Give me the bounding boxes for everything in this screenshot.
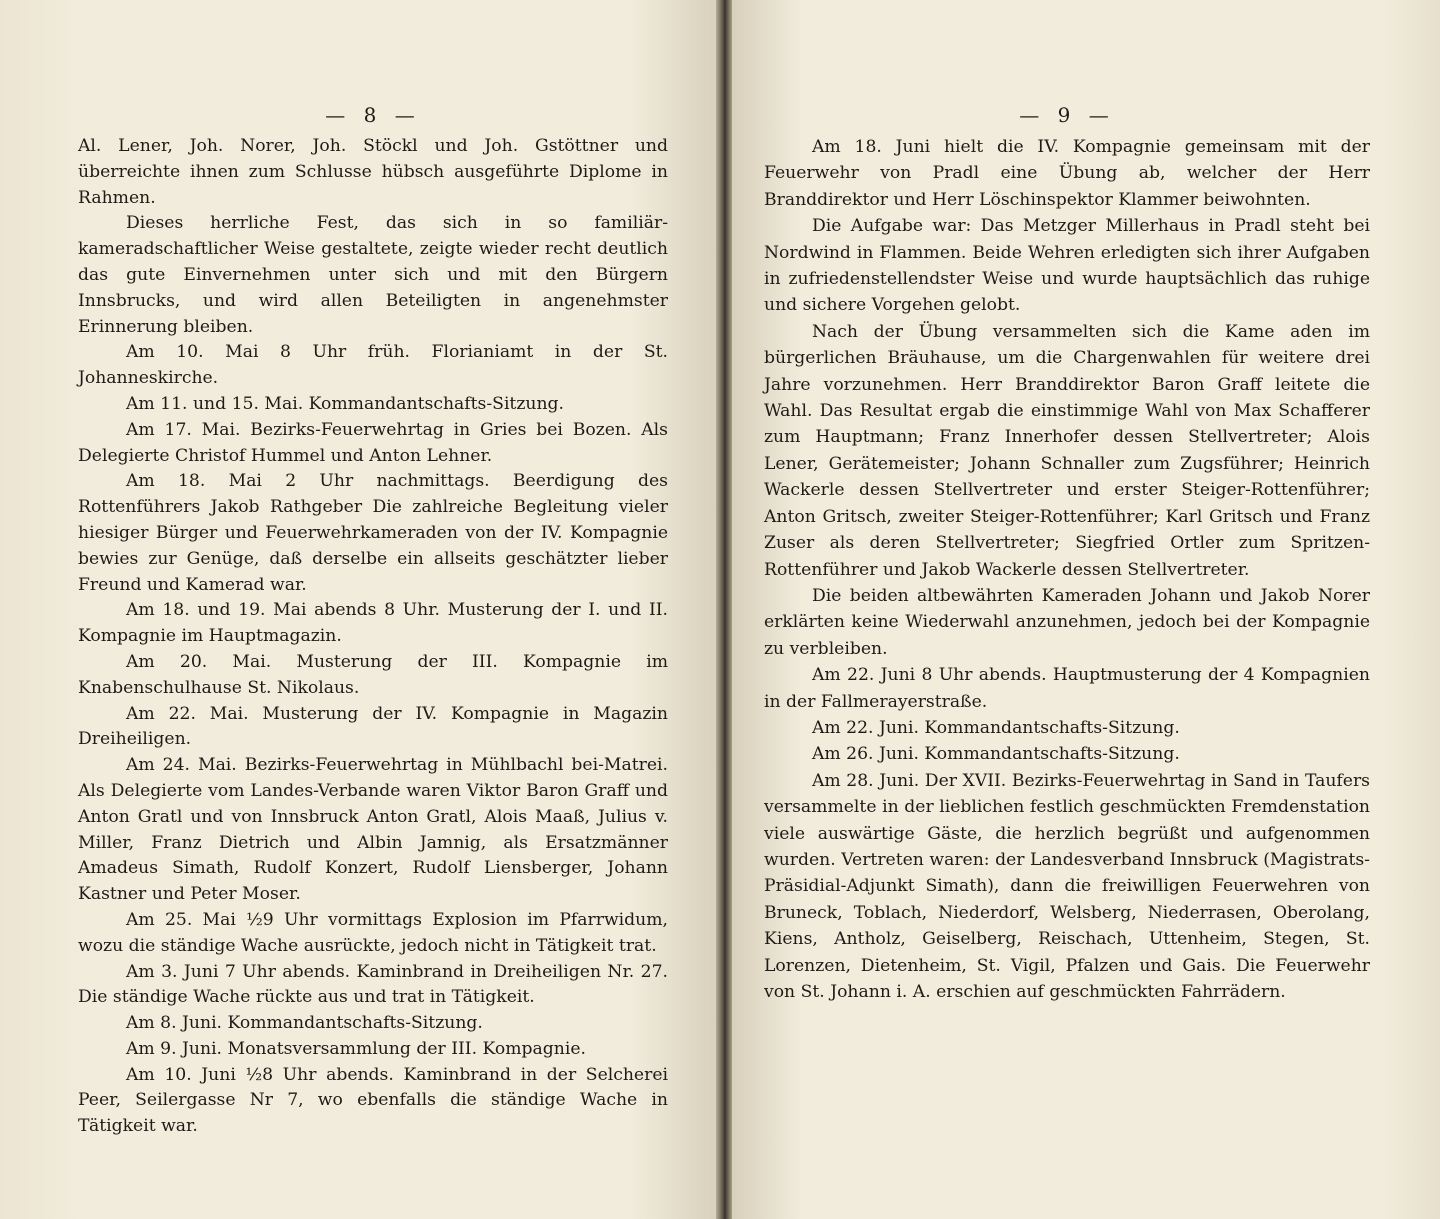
page-number: — 8 —: [325, 103, 421, 127]
page-number: — 9 —: [1019, 103, 1115, 127]
paragraph: Am 20. Mai. Musterung der III. Kompagnie im Knabenschulhause St. Nikolaus.: [78, 651, 668, 698]
paragraph: Am 18. und 19. Mai abends 8 Uhr. Musterung der I. und II. Kompagnie im Hauptmagazin.: [78, 600, 668, 647]
book-gutter: [716, 0, 732, 1219]
paragraph: Am 10. Mai 8 Uhr früh. Florianiamt in der St. Johanneskirche.: [78, 342, 668, 389]
right-page: [732, 0, 1440, 1219]
paragraph: Am 25. Mai ½9 Uhr vormittags Explosion im Pfarrwidum, wozu die ständige Wache ausrückte, jedoch nicht in Tätigkeit trat.: [78, 909, 668, 956]
paragraph: Am 28. Juni. Der XVII. Bezirks-Feuerwehrtag in Sand in Taufers versammelte in der lieblichen festlich geschmückten Fremdenstation viele auswärtige Gäste, die herzlich begrüßt und aufgenommen wurden. Vertreten waren: der Landesverband Innsbruck (Magistrats-Präsidial-Adjunkt Simath), dann die freiwilligen Feuerwehren von Bruneck, Toblach, Niederdorf, Welsberg, Niederrasen, Oberolang, Kiens, Antholz, Geiselberg, Reischach, Uttenheim, Stegen, St. Lorenzen, Dietenheim, St. Vigil, Pfalzen und Gais. Die Feuerwehr von St. Johann i. A. erschien auf geschmückten Fahrrädern.: [764, 770, 1370, 1002]
paragraph: Am 8. Juni. Kommandantschafts-Sitzung.: [126, 1013, 483, 1034]
paragraph: Dieses herrliche Fest, das sich in so familiär-kameradschaftlicher Weise gestaltete, zeigte wieder recht deutlich das gute Einvernehmen unter sich und mit den Bürgern Innsbrucks, und wird allen Beteiligten in angenehmster Erinnerung bleiben.: [78, 213, 668, 337]
paragraph: Am 17. Mai. Bezirks-Feuerwehrtag in Gries bei Bozen. Als Delegierte Christof Hummel und Anton Lehner.: [78, 419, 668, 466]
paragraph: Am 18. Juni hielt die IV. Kompagnie gemeinsam mit der Feuerwehr von Pradl eine Übung ab, welcher der Herr Branddirektor und Herr Löschinspektor Klammer beiwohnten.: [764, 137, 1370, 210]
paragraph: Am 26. Juni. Kommandantschafts-Sitzung.: [812, 744, 1180, 765]
paragraph: Am 11. und 15. Mai. Kommandantschafts-Sitzung.: [126, 393, 565, 414]
paragraph: Am 22. Juni 8 Uhr abends. Hauptmusterung der 4 Kompagnien in der Fallmerayerstraße.: [764, 665, 1370, 712]
paragraph: Die beiden altbewährten Kameraden Johann und Jakob Norer erklärten keine Wiederwahl anzunehmen, jedoch bei der Kompagnie zu verbleiben.: [764, 585, 1370, 659]
paragraph: Am 10. Juni ½8 Uhr abends. Kaminbrand in der Selcherei Peer, Seilergasse Nr 7, wo ebenfalls die ständige Wache in Tätigkeit war.: [78, 1064, 668, 1137]
paragraph: Am 22. Mai. Musterung der IV. Kompagnie in Magazin Dreiheiligen.: [78, 703, 668, 750]
paragraph: Am 3. Juni 7 Uhr abends. Kaminbrand in Dreiheiligen Nr. 27. Die ständige Wache rückte aus und trat in Tätigkeit.: [78, 961, 668, 1008]
left-page: [0, 0, 716, 1219]
paragraph: Am 9. Juni. Monatsversammlung der III. Kompagnie.: [126, 1038, 586, 1059]
paragraph: Nach der Übung versammelten sich die Kame aden im bürgerlichen Bräuhause, um die Chargenwahlen für weitere drei Jahre vorzunehmen. Herr Branddirektor Baron Graff leitete die Wahl. Das Resultat ergab die einstimmige Wahl von Max Schafferer zum Hauptmann; Franz Innerhofer dessen Stellvertreter; Alois Lener, Gerätemeister; Johann Schnaller zum Zugsführer; Heinrich Wackerle dessen Stellvertreter und erster Steiger-Rottenführer; Anton Gritsch, zweiter Steiger-Rottenführer; Karl Gritsch und Franz Zuser als deren Stellvertreter; Siegfried Ortler zum Spritzen-Rottenführer und Jakob Wackerle dessen Stellvertreter.: [764, 321, 1370, 580]
paragraph: Am 18. Mai 2 Uhr nachmittags. Beerdigung des Rottenführers Jakob Rathgeber Die zahlreiche Begleitung vieler hiesiger Bürger und Feuerwehrkameraden von der IV. Kompagnie bewies zur Genüge, daß derselbe ein allseits geschätzter lieber Freund und Kamerad war.: [78, 471, 668, 595]
paragraph: Am 24. Mai. Bezirks-Feuerwehrtag in Mühlbachl bei-Matrei. Als Delegierte vom Landes-Verbande waren Viktor Baron Graff und Anton Gratl und von Innsbruck Anton Gratl, Alois Maaß, Julius v. Miller, Franz Dietrich und Albin Jamnig, als Ersatzmänner Amadeus Simath, Rudolf Konzert, Rudolf Liensberger, Johann Kastner und Peter Moser.: [78, 755, 668, 905]
paragraph: Am 22. Juni. Kommandantschafts-Sitzung.: [812, 717, 1180, 738]
paragraph: Al. Lener, Joh. Norer, Joh. Stöckl und Joh. Gstöttner und überreichte ihnen zum Schlusse hübsch ausgeführte Diplome in Rahmen.: [78, 136, 668, 208]
paragraph: Die Aufgabe war: Das Metzger Millerhaus in Pradl steht bei Nordwind in Flammen. Beide Wehren erledigten sich ihrer Aufgaben in zufriedenstellendster Weise und wurde hauptsächlich das ruhige und sichere Vorgehen gelobt.: [764, 216, 1370, 316]
